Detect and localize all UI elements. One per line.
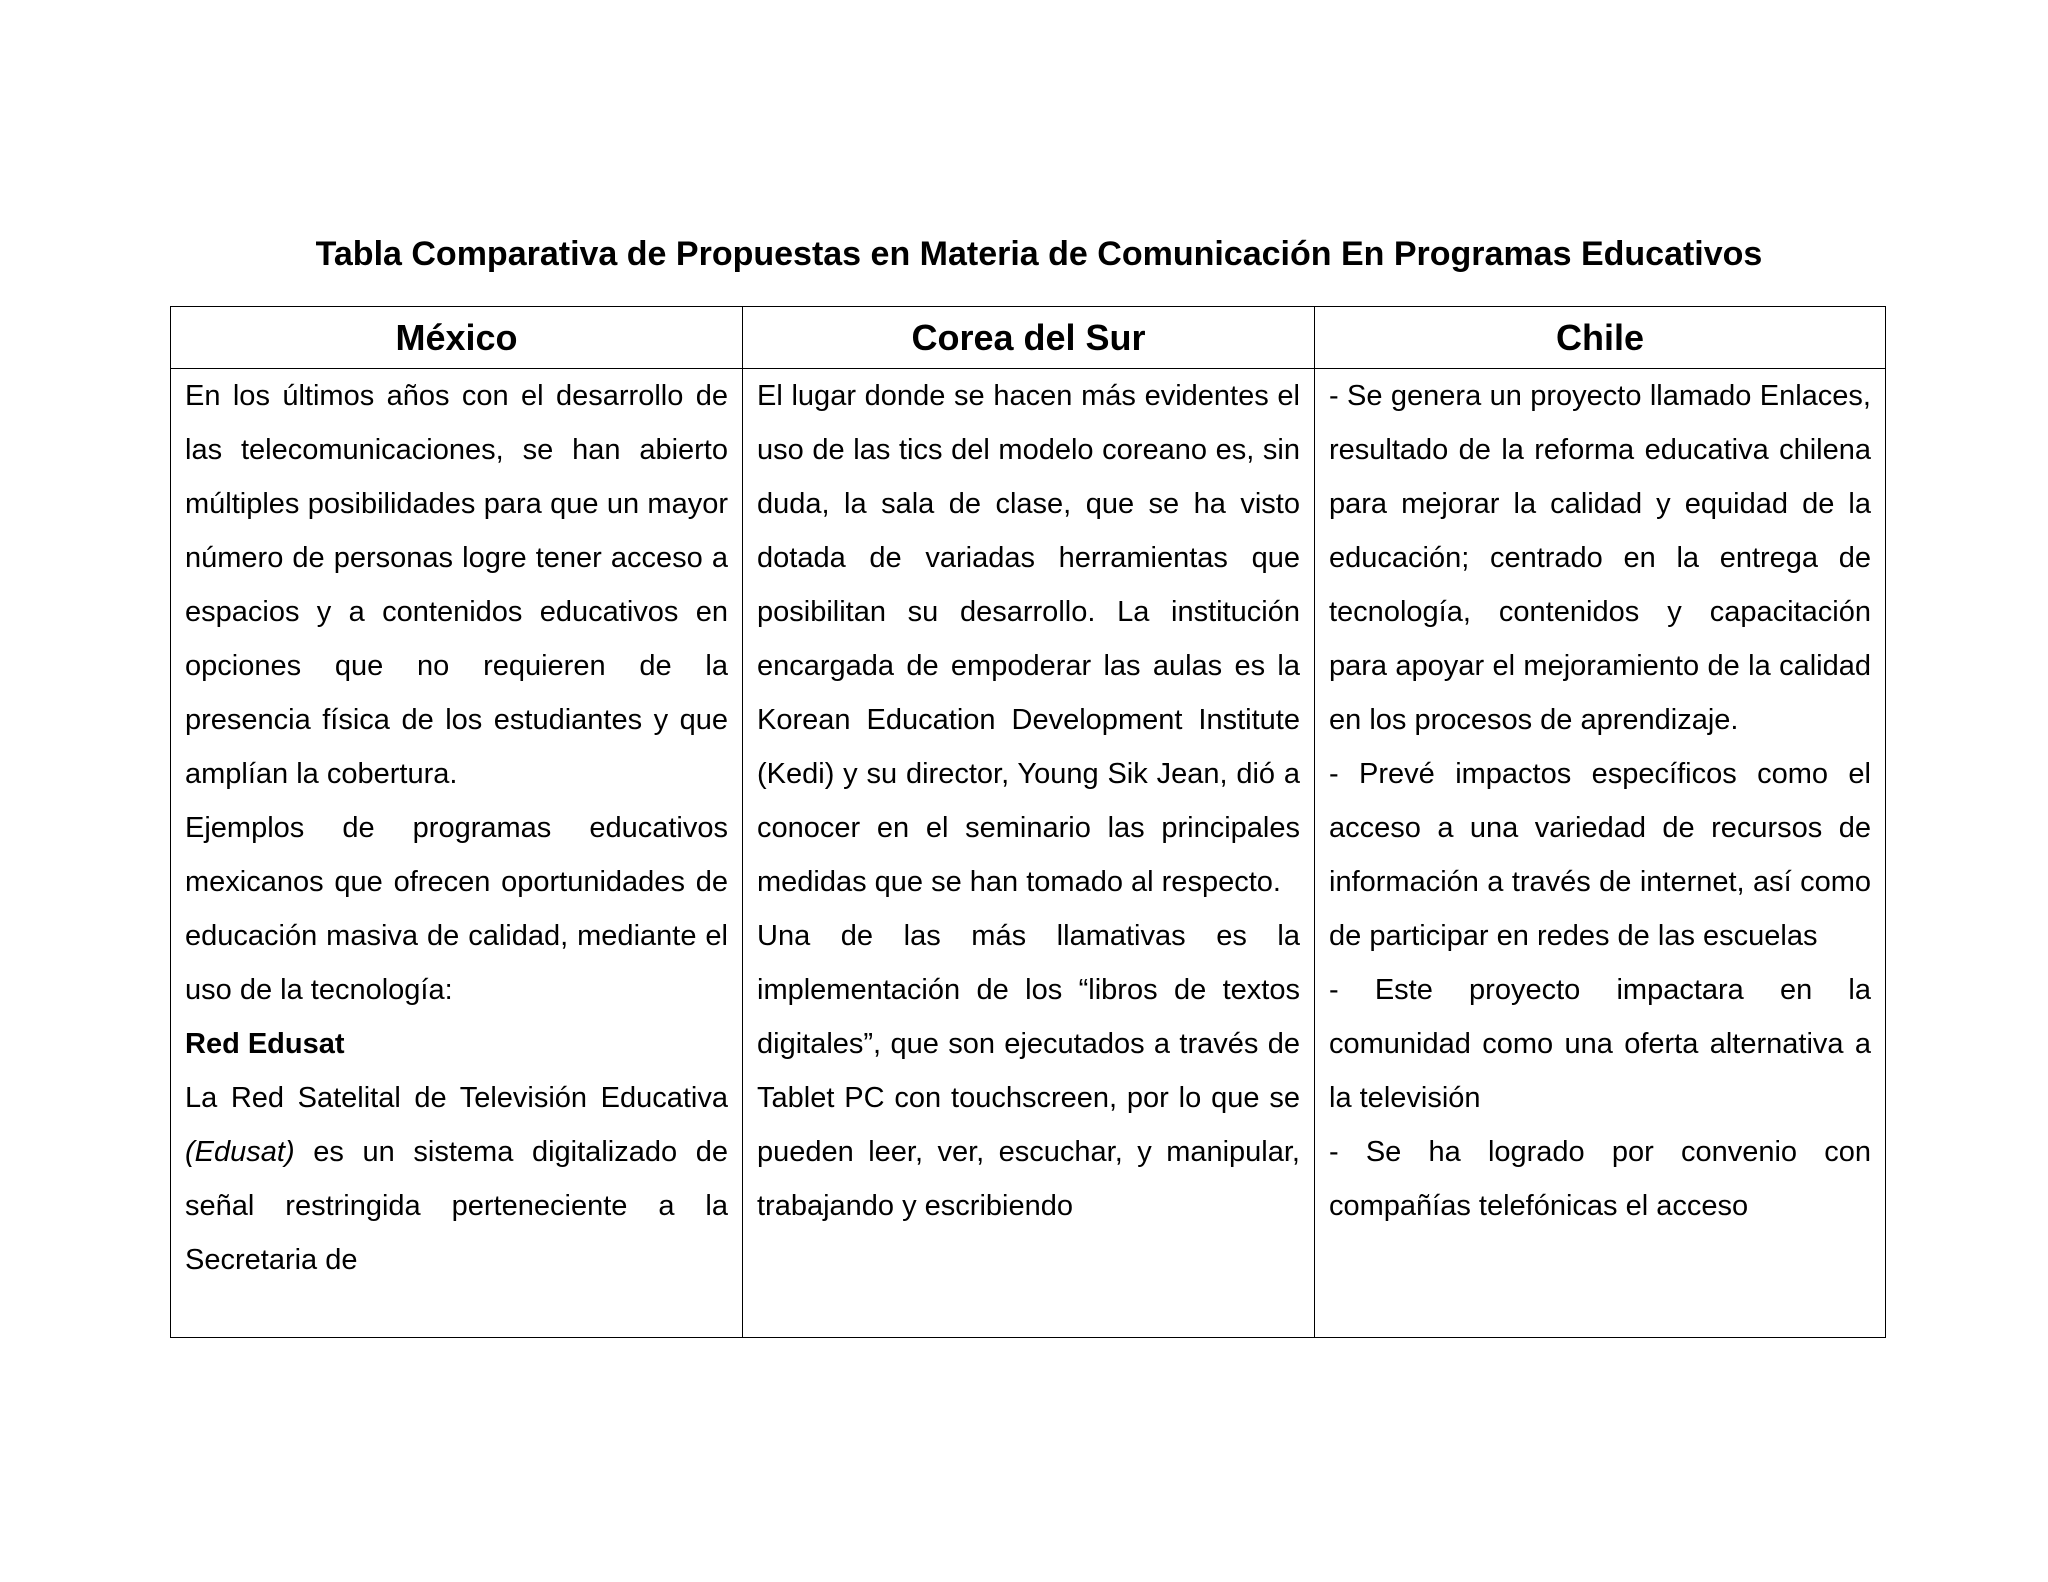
chile-paragraph-1: - Se genera un proyecto llamado Enlaces, resultado de la reforma educativa chilena para mejorar la calidad y equidad de la educación; centrado en la entrega de tecnología, contenidos y capacitación para apoyar el mejoramiento de la calidad en los procesos de aprendizaje. [1329,380,1871,736]
mexico-paragraph-3-italic: (Edusat) [185,1136,295,1168]
column-header-chile: Chile [1315,307,1886,369]
cell-mexico [171,369,743,1338]
page-title: Tabla Comparativa de Propuestas en Materia de Comunicación En Programas Educativos [315,235,1763,273]
column-header-mexico: México [171,307,743,369]
corea-paragraph-2: Una de las más llamativas es la implementación de los “libros de textos digitales”, que son ejecutados a través de Tablet PC con touchscreen, por lo que se pueden leer, ver, escuchar, y manipular, trabajando y escribiendo [757,920,1300,1222]
chile-paragraph-4: - Se ha logrado por convenio con compañías telefónicas el acceso [1329,1136,1871,1222]
comparison-table [170,306,1886,1338]
mexico-paragraph-3-start: La Red Satelital de Televisión Educativa [185,1082,728,1114]
content-row [171,369,1886,1338]
cell-chile [1315,369,1886,1338]
mexico-subheading: Red Edusat [185,1028,345,1060]
corea-paragraph-1: El lugar donde se hacen más evidentes el uso de las tics del modelo coreano es, sin duda, la sala de clase, que se ha visto dotada de variadas herramientas que posibilitan su desarrollo. La institución encargada de empoderar las aulas es la Korean Education Development Institute (Kedi) y su director, Young Sik Jean, dió a conocer en el seminario las principales medidas que se han tomado al respecto. [757,380,1300,898]
mexico-paragraph-3-end: es un sistema digitalizado de señal restringida perteneciente a la Secretaria de [185,1136,728,1276]
header-row [171,307,1886,369]
mexico-paragraph-1: En los últimos años con el desarrollo de las telecomunicaciones, se han abierto múltiples posibilidades para que un mayor número de personas logre tener acceso a espacios y a contenidos educativos en opciones que no requieren de la presencia física de los estudiantes y que amplían la cobertura. [185,380,728,790]
column-header-corea: Corea del Sur [743,307,1315,369]
chile-paragraph-3: - Este proyecto impactara en la comunidad como una oferta alternativa a la televisión [1329,974,1871,1114]
mexico-paragraph-2: Ejemplos de programas educativos mexicanos que ofrecen oportunidades de educación masiva de calidad, mediante el uso de la tecnología: [185,812,728,1006]
cell-corea [743,369,1315,1338]
chile-paragraph-2: - Prevé impactos específicos como el acceso a una variedad de recursos de información a través de internet, así como de participar en redes de las escuelas [1329,758,1871,952]
mexico-paragraph-3 [185,1071,728,1287]
